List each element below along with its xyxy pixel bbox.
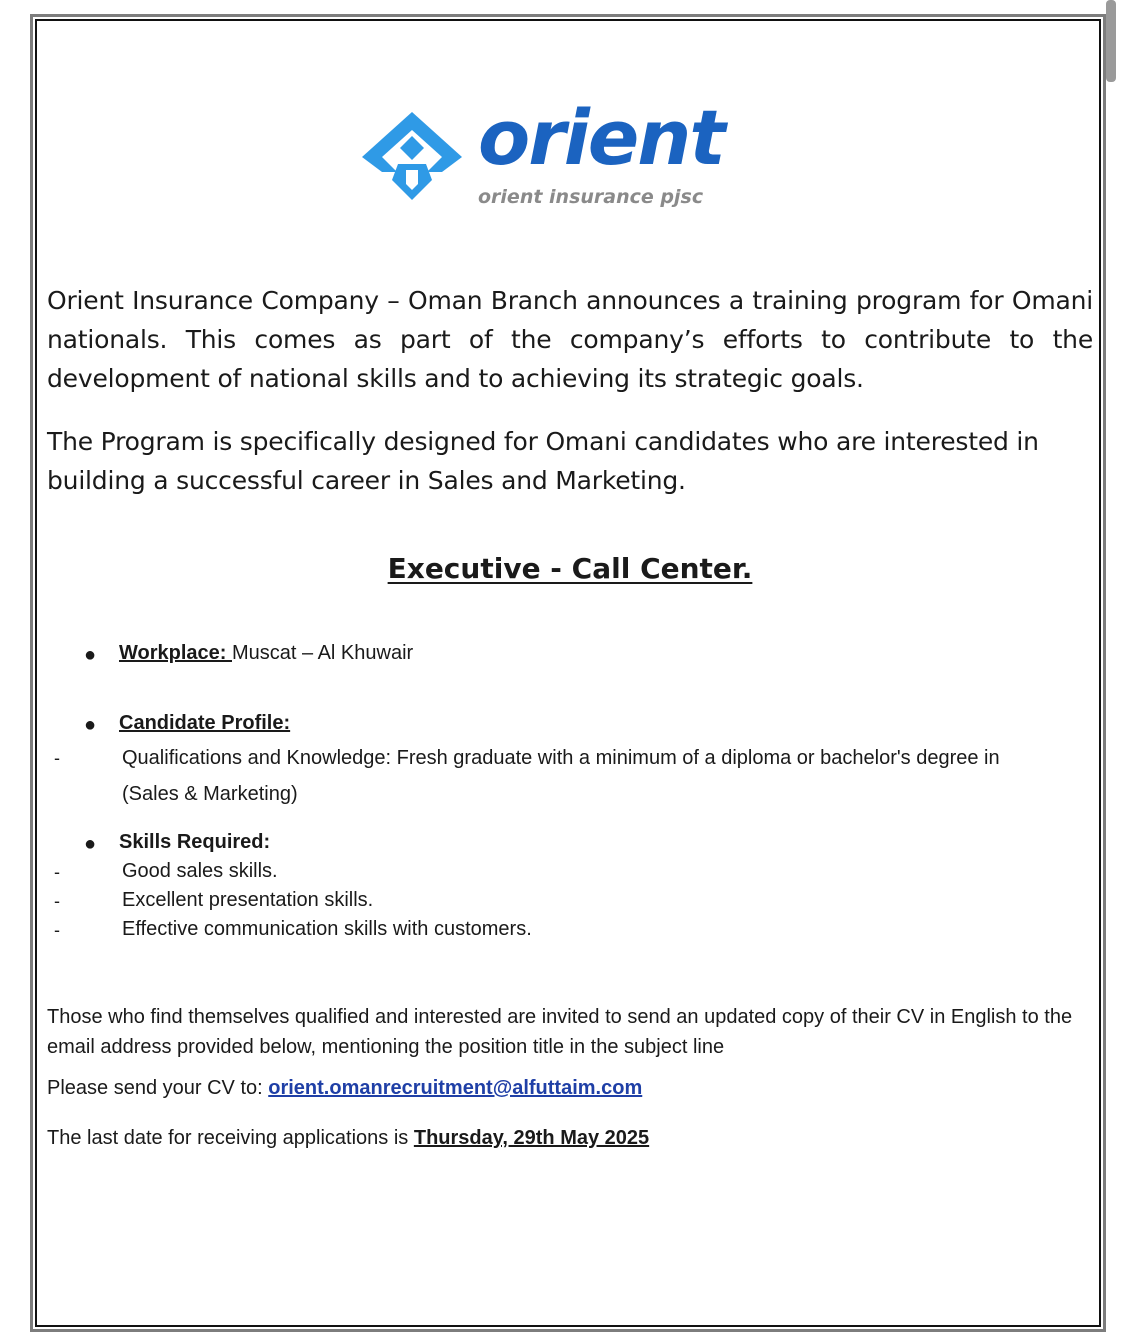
- dash-marker: -: [54, 920, 60, 940]
- company-logo: [362, 93, 724, 218]
- deadline-line: [47, 1123, 1087, 1153]
- send-cv-line: [47, 1073, 1087, 1103]
- candidate-profile-line: [119, 705, 290, 741]
- skill-item: Good sales skills.: [122, 860, 278, 882]
- dash-marker: -: [54, 862, 60, 882]
- intro-paragraph-1: Orient Insurance Company – Oman Branch announces a training program for Omani nationals. This comes as part of the company’s efforts to contribute to the development of national skills and to achieving its strategic goals.: [47, 286, 1093, 393]
- scrollbar[interactable]: [1106, 0, 1116, 82]
- bullet-icon: ●: [84, 714, 97, 736]
- send-cv-label: Please send your CV to:: [47, 1077, 269, 1099]
- recruitment-email-link[interactable]: orient.omanrecruitment@alfuttaim.com: [268, 1077, 643, 1099]
- application-instructions: Those who find themselves qualified and interested are invited to send an updated copy of their CV in English to the email address provided below, mentioning the position title in the subject line: [47, 1006, 1073, 1058]
- dash-marker: -: [54, 748, 60, 768]
- qualifications-line-2: (Sales & Marketing): [122, 783, 298, 805]
- skill-item: Effective communication skills with customers.: [122, 918, 532, 940]
- deadline-date: Thursday, 29th May 2025: [413, 1127, 650, 1149]
- workplace-line: [119, 635, 413, 671]
- brand-name: orient: [478, 93, 724, 182]
- qualifications-line-1: Qualifications and Knowledge: Fresh graduate with a minimum of a diploma or bachelor's degree in: [122, 747, 1000, 769]
- diamond-cross-logo-icon: [362, 112, 462, 202]
- bullet-icon: ●: [84, 833, 97, 855]
- dash-marker: -: [54, 891, 60, 911]
- bullet-icon: ●: [84, 644, 97, 666]
- skill-item: Excellent presentation skills.: [122, 889, 374, 911]
- workplace-label: Workplace:: [119, 642, 232, 664]
- deadline-label: The last date for receiving applications is: [47, 1127, 414, 1149]
- brand-subtitle: orient insurance pjsc: [478, 186, 704, 208]
- skills-label: Skills Required:: [119, 831, 271, 853]
- candidate-profile-label: Candidate Profile:: [119, 712, 291, 734]
- position-title: Executive - Call Center.: [387, 552, 753, 585]
- intro-paragraph-2: The Program is specifically designed for Omani candidates who are interested in building a successful career in Sales and Marketing.: [47, 427, 1039, 495]
- workplace-value: Muscat – Al Khuwair: [232, 642, 414, 664]
